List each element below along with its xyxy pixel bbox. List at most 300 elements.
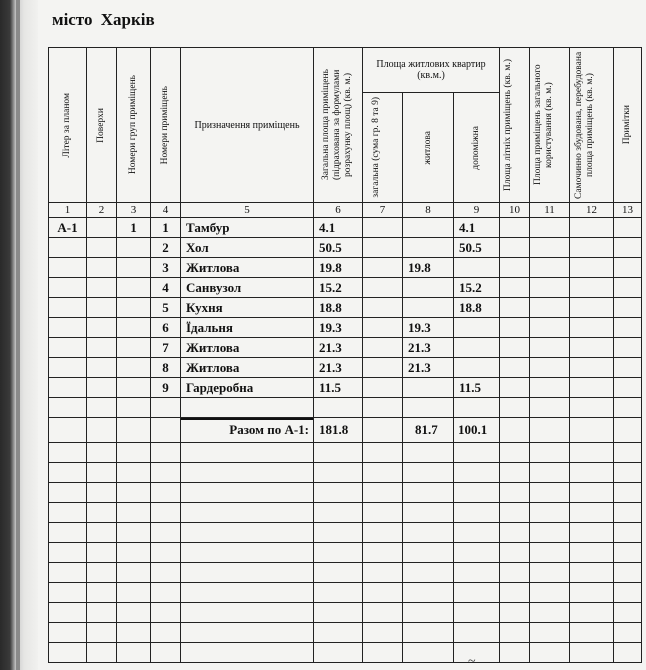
cell-empty bbox=[49, 418, 87, 443]
cell-empty bbox=[314, 463, 363, 483]
column-number-row bbox=[49, 203, 642, 218]
cell-empty bbox=[530, 398, 570, 418]
cell-empty bbox=[570, 378, 614, 398]
cell-empty bbox=[454, 603, 500, 623]
cell-empty bbox=[500, 238, 530, 258]
cell-empty bbox=[151, 643, 181, 663]
cell-empty bbox=[87, 623, 117, 643]
cell-empty bbox=[614, 358, 642, 378]
cell-purpose: Гардеробна bbox=[181, 378, 314, 398]
cell-empty bbox=[363, 418, 403, 443]
cell-aux: 4.1 bbox=[454, 218, 500, 238]
cell-room: 6 bbox=[151, 318, 181, 338]
cell-empty bbox=[87, 523, 117, 543]
cell-empty bbox=[49, 603, 87, 623]
cell-empty bbox=[454, 483, 500, 503]
cell-empty bbox=[403, 543, 454, 563]
cell-empty bbox=[530, 543, 570, 563]
cell-empty bbox=[314, 583, 363, 603]
cell-liter bbox=[49, 358, 87, 378]
col-number: 2 bbox=[87, 203, 117, 218]
cell-group bbox=[117, 378, 151, 398]
cell-purpose: Житлова bbox=[181, 338, 314, 358]
col-number: 7 bbox=[363, 203, 403, 218]
cell-empty bbox=[570, 358, 614, 378]
cell-empty bbox=[314, 643, 363, 663]
cell-empty bbox=[570, 623, 614, 643]
cell-empty bbox=[403, 603, 454, 623]
cell-empty bbox=[403, 563, 454, 583]
cell-empty bbox=[454, 443, 500, 463]
col-number: 11 bbox=[530, 203, 570, 218]
cell-empty bbox=[363, 483, 403, 503]
cell-empty bbox=[314, 603, 363, 623]
cell-total: 21.3 bbox=[314, 338, 363, 358]
empty-row bbox=[49, 398, 642, 418]
cell-aux bbox=[454, 258, 500, 278]
cell-empty bbox=[454, 523, 500, 543]
cell-empty bbox=[570, 278, 614, 298]
cell-empty bbox=[151, 603, 181, 623]
cell-empty bbox=[87, 443, 117, 463]
cell-empty bbox=[87, 418, 117, 443]
cell-empty bbox=[314, 563, 363, 583]
cell-empty bbox=[49, 623, 87, 643]
cell-empty bbox=[614, 623, 642, 643]
cell-total: 18.8 bbox=[314, 298, 363, 318]
summary-aux: 100.1 bbox=[454, 418, 500, 443]
empty-row bbox=[49, 463, 642, 483]
cell-empty bbox=[614, 523, 642, 543]
cell-empty bbox=[117, 563, 151, 583]
cell-empty bbox=[49, 503, 87, 523]
cell-aux: 11.5 bbox=[454, 378, 500, 398]
cell-empty bbox=[530, 318, 570, 338]
cell-empty bbox=[614, 218, 642, 238]
cell-living: 21.3 bbox=[403, 358, 454, 378]
cell-empty bbox=[570, 543, 614, 563]
cell-empty bbox=[151, 463, 181, 483]
cell-empty bbox=[570, 563, 614, 583]
cell-empty bbox=[500, 278, 530, 298]
cell-empty bbox=[530, 623, 570, 643]
cell-floor bbox=[87, 338, 117, 358]
cell-empty bbox=[181, 483, 314, 503]
cell-purpose: Хол bbox=[181, 238, 314, 258]
header-living: житлова bbox=[403, 93, 454, 203]
cell-empty bbox=[117, 463, 151, 483]
cell-empty bbox=[614, 238, 642, 258]
cell-flat-total bbox=[363, 338, 403, 358]
cell-empty bbox=[500, 523, 530, 543]
cell-empty bbox=[117, 583, 151, 603]
col-number: 10 bbox=[500, 203, 530, 218]
cell-floor bbox=[87, 218, 117, 238]
cell-empty bbox=[363, 643, 403, 663]
cell-total: 19.3 bbox=[314, 318, 363, 338]
cell-empty bbox=[500, 318, 530, 338]
cell-empty bbox=[570, 603, 614, 623]
col-number: 3 bbox=[117, 203, 151, 218]
header-common-area: Площа приміщень загального користування (кв. м.) bbox=[530, 48, 570, 203]
cell-empty bbox=[87, 483, 117, 503]
header-notes: Примітки bbox=[614, 48, 642, 203]
cell-empty bbox=[314, 398, 363, 418]
cell-group bbox=[117, 318, 151, 338]
cell-flat-total bbox=[363, 358, 403, 378]
col-number: 5 bbox=[181, 203, 314, 218]
cell-empty bbox=[181, 643, 314, 663]
cell-empty bbox=[314, 523, 363, 543]
cell-empty bbox=[181, 523, 314, 543]
cell-empty bbox=[454, 463, 500, 483]
empty-row bbox=[49, 643, 642, 663]
cell-empty bbox=[530, 338, 570, 358]
binding-edge bbox=[0, 0, 38, 670]
cell-empty bbox=[314, 623, 363, 643]
table-row bbox=[49, 318, 642, 338]
empty-row bbox=[49, 623, 642, 643]
cell-liter bbox=[49, 338, 87, 358]
cell-empty bbox=[363, 603, 403, 623]
table-row bbox=[49, 278, 642, 298]
cell-empty bbox=[181, 398, 314, 418]
col-number: 8 bbox=[403, 203, 454, 218]
cell-purpose: Кухня bbox=[181, 298, 314, 318]
cell-empty bbox=[530, 358, 570, 378]
cell-empty bbox=[151, 583, 181, 603]
cell-empty bbox=[49, 483, 87, 503]
cell-empty bbox=[500, 258, 530, 278]
header-flat-total: загальна (сума гр. 8 та 9) bbox=[363, 93, 403, 203]
cell-empty bbox=[117, 503, 151, 523]
cell-floor bbox=[87, 278, 117, 298]
cell-flat-total bbox=[363, 218, 403, 238]
cell-empty bbox=[87, 603, 117, 623]
cell-empty bbox=[403, 643, 454, 663]
empty-row bbox=[49, 443, 642, 463]
cell-empty bbox=[454, 398, 500, 418]
cell-group bbox=[117, 358, 151, 378]
cell-empty bbox=[314, 483, 363, 503]
cell-empty bbox=[403, 483, 454, 503]
cell-empty bbox=[117, 398, 151, 418]
cell-empty bbox=[500, 643, 530, 663]
cell-empty bbox=[181, 603, 314, 623]
cell-empty bbox=[403, 463, 454, 483]
cell-empty bbox=[363, 623, 403, 643]
cell-empty bbox=[500, 503, 530, 523]
cell-floor bbox=[87, 258, 117, 278]
table-row bbox=[49, 218, 642, 238]
cell-empty bbox=[530, 563, 570, 583]
cell-empty bbox=[117, 603, 151, 623]
cell-empty bbox=[454, 643, 500, 663]
cell-empty bbox=[87, 463, 117, 483]
empty-row bbox=[49, 503, 642, 523]
cell-liter bbox=[49, 258, 87, 278]
cell-group: 1 bbox=[117, 218, 151, 238]
cell-empty bbox=[570, 443, 614, 463]
col-number: 4 bbox=[151, 203, 181, 218]
cell-empty bbox=[614, 443, 642, 463]
cell-total: 21.3 bbox=[314, 358, 363, 378]
cell-empty bbox=[614, 543, 642, 563]
cell-empty bbox=[500, 543, 530, 563]
cell-empty bbox=[530, 418, 570, 443]
cell-empty bbox=[117, 623, 151, 643]
summary-total: 181.8 bbox=[314, 418, 363, 443]
cell-empty bbox=[117, 543, 151, 563]
cell-group bbox=[117, 338, 151, 358]
cell-empty bbox=[614, 603, 642, 623]
cell-empty bbox=[403, 398, 454, 418]
cell-empty bbox=[570, 483, 614, 503]
summary-label bbox=[181, 418, 314, 443]
cell-group bbox=[117, 258, 151, 278]
header-total-area: Загальна площа приміщень (підрахована за формулами розрахунку площ) (кв. м.) bbox=[314, 48, 363, 203]
cell-empty bbox=[403, 583, 454, 603]
table-row bbox=[49, 238, 642, 258]
cell-living bbox=[403, 378, 454, 398]
cell-purpose: Тамбур bbox=[181, 218, 314, 238]
cell-empty bbox=[500, 443, 530, 463]
cell-empty bbox=[570, 398, 614, 418]
cell-aux bbox=[454, 338, 500, 358]
cell-empty bbox=[530, 483, 570, 503]
cell-empty bbox=[151, 418, 181, 443]
table-row bbox=[49, 378, 642, 398]
cell-empty bbox=[117, 523, 151, 543]
cell-empty bbox=[500, 398, 530, 418]
cell-empty bbox=[49, 563, 87, 583]
cell-total: 50.5 bbox=[314, 238, 363, 258]
cell-empty bbox=[314, 443, 363, 463]
cell-empty bbox=[530, 603, 570, 623]
cell-empty bbox=[403, 443, 454, 463]
cell-empty bbox=[614, 318, 642, 338]
header-floor: Поверхи bbox=[87, 48, 117, 203]
cell-empty bbox=[500, 338, 530, 358]
cell-empty bbox=[87, 583, 117, 603]
cell-empty bbox=[314, 503, 363, 523]
empty-row bbox=[49, 583, 642, 603]
empty-row bbox=[49, 603, 642, 623]
cell-empty bbox=[151, 523, 181, 543]
cell-room: 2 bbox=[151, 238, 181, 258]
header-group-numbers: Номери груп приміщень bbox=[117, 48, 151, 203]
cell-purpose: Житлова bbox=[181, 258, 314, 278]
cell-empty bbox=[87, 543, 117, 563]
empty-row bbox=[49, 543, 642, 563]
cell-empty bbox=[363, 583, 403, 603]
cell-empty bbox=[151, 398, 181, 418]
table-row bbox=[49, 258, 642, 278]
col-number: 12 bbox=[570, 203, 614, 218]
header-room-numbers: Номери приміщень bbox=[151, 48, 181, 203]
cell-empty bbox=[151, 503, 181, 523]
table-row bbox=[49, 298, 642, 318]
cell-empty bbox=[614, 278, 642, 298]
cell-empty bbox=[570, 298, 614, 318]
cell-empty bbox=[614, 418, 642, 443]
cell-empty bbox=[181, 543, 314, 563]
cell-empty bbox=[151, 563, 181, 583]
city-heading bbox=[52, 10, 155, 30]
cell-empty bbox=[117, 483, 151, 503]
cell-floor bbox=[87, 298, 117, 318]
cell-empty bbox=[570, 418, 614, 443]
cell-empty bbox=[500, 298, 530, 318]
room-explication-table bbox=[48, 47, 642, 663]
summary-label-text: Разом по А-1: bbox=[229, 422, 309, 437]
cell-flat-total bbox=[363, 318, 403, 338]
table-row bbox=[49, 338, 642, 358]
cell-aux bbox=[454, 358, 500, 378]
col-number: 6 bbox=[314, 203, 363, 218]
cell-aux: 15.2 bbox=[454, 278, 500, 298]
cell-flat-total bbox=[363, 278, 403, 298]
binding-strip bbox=[16, 0, 20, 670]
cell-empty bbox=[570, 258, 614, 278]
cell-liter bbox=[49, 318, 87, 338]
cell-empty bbox=[363, 463, 403, 483]
cell-empty bbox=[151, 443, 181, 463]
cell-empty bbox=[151, 623, 181, 643]
cell-empty bbox=[530, 463, 570, 483]
cell-empty bbox=[181, 443, 314, 463]
cell-room: 9 bbox=[151, 378, 181, 398]
empty-row bbox=[49, 523, 642, 543]
cell-empty bbox=[500, 483, 530, 503]
cell-empty bbox=[530, 503, 570, 523]
cell-empty bbox=[500, 378, 530, 398]
cell-empty bbox=[614, 583, 642, 603]
cell-empty bbox=[181, 503, 314, 523]
cell-empty bbox=[500, 358, 530, 378]
cell-empty bbox=[49, 583, 87, 603]
city-label: місто bbox=[52, 10, 93, 29]
cell-empty bbox=[500, 563, 530, 583]
cell-empty bbox=[570, 643, 614, 663]
cell-purpose: Їдальня bbox=[181, 318, 314, 338]
cell-flat-total bbox=[363, 258, 403, 278]
cell-floor bbox=[87, 238, 117, 258]
cell-empty bbox=[363, 398, 403, 418]
cell-empty bbox=[454, 583, 500, 603]
cell-purpose: Житлова bbox=[181, 358, 314, 378]
cell-empty bbox=[117, 418, 151, 443]
cell-total: 15.2 bbox=[314, 278, 363, 298]
cell-aux bbox=[454, 318, 500, 338]
cell-empty bbox=[614, 298, 642, 318]
cell-room: 3 bbox=[151, 258, 181, 278]
cell-flat-total bbox=[363, 298, 403, 318]
cell-empty bbox=[49, 443, 87, 463]
cell-empty bbox=[500, 463, 530, 483]
cell-liter bbox=[49, 278, 87, 298]
header-purpose: Призначення приміщень bbox=[181, 48, 314, 203]
cell-empty bbox=[614, 483, 642, 503]
cell-empty bbox=[614, 643, 642, 663]
cell-empty bbox=[117, 443, 151, 463]
cell-empty bbox=[500, 623, 530, 643]
cell-empty bbox=[403, 623, 454, 643]
cell-empty bbox=[314, 543, 363, 563]
cell-room: 4 bbox=[151, 278, 181, 298]
signature-mark: ~ bbox=[468, 654, 476, 669]
cell-living bbox=[403, 278, 454, 298]
cell-room: 5 bbox=[151, 298, 181, 318]
summary-living: 81.7 bbox=[403, 418, 454, 443]
header-summer-area: Площа літніх приміщень (кв. м.) bbox=[500, 48, 530, 203]
cell-living: 19.3 bbox=[403, 318, 454, 338]
empty-row bbox=[49, 563, 642, 583]
cell-group bbox=[117, 278, 151, 298]
header-row-top bbox=[49, 48, 642, 93]
cell-empty bbox=[49, 643, 87, 663]
cell-empty bbox=[570, 503, 614, 523]
header-auxiliary: допоміжна bbox=[454, 93, 500, 203]
cell-empty bbox=[570, 238, 614, 258]
cell-floor bbox=[87, 378, 117, 398]
cell-empty bbox=[363, 523, 403, 543]
cell-room: 7 bbox=[151, 338, 181, 358]
cell-empty bbox=[570, 523, 614, 543]
cell-empty bbox=[614, 258, 642, 278]
cell-empty bbox=[117, 643, 151, 663]
cell-empty bbox=[570, 318, 614, 338]
cell-empty bbox=[151, 483, 181, 503]
cell-empty bbox=[570, 338, 614, 358]
cell-group bbox=[117, 298, 151, 318]
cell-liter bbox=[49, 378, 87, 398]
cell-empty bbox=[454, 543, 500, 563]
summary-divider bbox=[181, 418, 313, 420]
cell-group bbox=[117, 238, 151, 258]
cell-empty bbox=[530, 523, 570, 543]
cell-empty bbox=[530, 258, 570, 278]
table-row bbox=[49, 358, 642, 378]
cell-empty bbox=[454, 623, 500, 643]
cell-aux: 50.5 bbox=[454, 238, 500, 258]
cell-empty bbox=[500, 583, 530, 603]
cell-empty bbox=[87, 643, 117, 663]
header-flat-area-group: Площа житлових квартир (кв.м.) bbox=[363, 48, 500, 93]
cell-empty bbox=[363, 503, 403, 523]
cell-empty bbox=[614, 503, 642, 523]
col-number: 1 bbox=[49, 203, 87, 218]
cell-floor bbox=[87, 358, 117, 378]
cell-empty bbox=[614, 463, 642, 483]
cell-empty bbox=[500, 218, 530, 238]
col-number: 13 bbox=[614, 203, 642, 218]
cell-total: 19.8 bbox=[314, 258, 363, 278]
cell-purpose: Санвузол bbox=[181, 278, 314, 298]
cell-living bbox=[403, 238, 454, 258]
col-number: 9 bbox=[454, 203, 500, 218]
cell-empty bbox=[530, 583, 570, 603]
cell-empty bbox=[500, 603, 530, 623]
cell-empty bbox=[570, 583, 614, 603]
cell-empty bbox=[454, 563, 500, 583]
cell-empty bbox=[530, 218, 570, 238]
cell-living bbox=[403, 218, 454, 238]
cell-flat-total bbox=[363, 238, 403, 258]
cell-empty bbox=[49, 463, 87, 483]
cell-empty bbox=[530, 278, 570, 298]
header-liter: Літер за планом bbox=[49, 48, 87, 203]
